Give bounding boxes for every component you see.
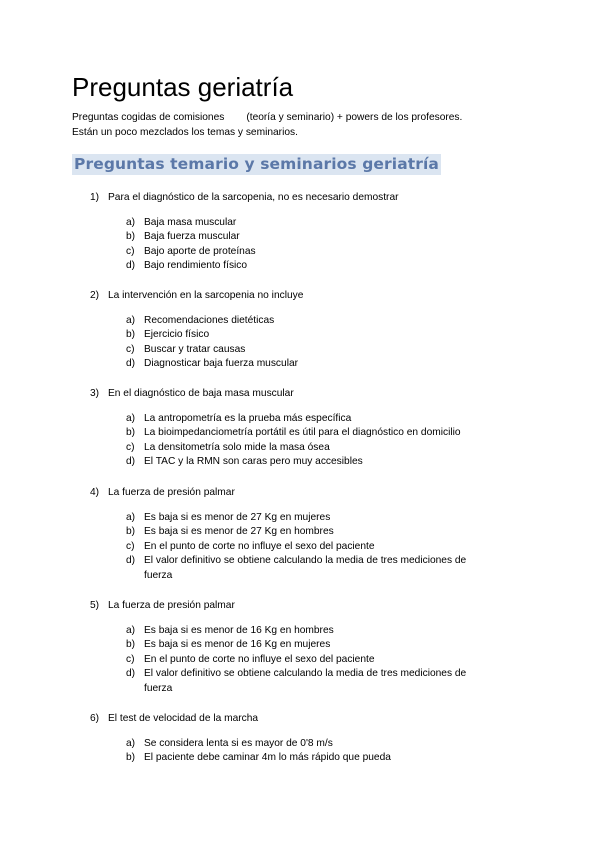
option-a: a) La antropometría es la prueba más específica bbox=[126, 412, 352, 424]
question-text: El test de velocidad de la marcha bbox=[108, 713, 259, 724]
section-heading: Preguntas temario y seminarios geriatría bbox=[74, 155, 439, 173]
option-d: d) El valor definitivo se obtiene calculando la media de tres mediciones de fuerza bbox=[126, 555, 467, 581]
option-c: c) En el punto de corte no influye el sexo del paciente bbox=[126, 540, 375, 552]
option-d: d) El TAC y la RMN son caras pero muy accesibles bbox=[126, 456, 363, 467]
question-number: 6) bbox=[90, 713, 100, 724]
option-b: b) Es baja si es menor de 27 Kg en hombres bbox=[126, 526, 334, 537]
option-c: c) En el punto de corte no influye el sexo del paciente bbox=[126, 653, 375, 665]
question-text: La fuerza de presión palmar bbox=[108, 600, 235, 611]
option-b: b) El paciente debe caminar 4m lo más rápido que pueda bbox=[126, 752, 391, 763]
option-b: b) Baja fuerza muscular bbox=[126, 231, 240, 242]
option-b: b) Ejercicio físico bbox=[126, 329, 210, 340]
question-text: En el diagnóstico de baja masa muscular bbox=[108, 388, 294, 399]
question-text: La fuerza de presión palmar bbox=[108, 487, 235, 498]
option-c: c) La densitometría solo mide la masa ósea bbox=[126, 441, 330, 453]
question-text: Para el diagnóstico de la sarcopenia, no es necesario demostrar bbox=[108, 192, 399, 203]
option-c: c) Buscar y tratar causas bbox=[126, 343, 246, 355]
option-b: b) La bioimpedanciometría portátil es útil para el diagnóstico en domicilio bbox=[126, 427, 461, 438]
intro-line-1-part-b: (teoría y seminario) + powers de los profesores. bbox=[246, 112, 463, 123]
option-d: d) El valor definitivo se obtiene calculando la media de tres mediciones de fuerza bbox=[126, 668, 467, 694]
question-number: 3) bbox=[90, 388, 100, 399]
question-4 bbox=[90, 486, 496, 583]
question-5 bbox=[90, 599, 496, 696]
intro-line-1 bbox=[72, 111, 462, 126]
question-2 bbox=[90, 289, 496, 372]
intro-paragraph bbox=[72, 111, 462, 140]
option-d: d) Bajo rendimiento físico bbox=[126, 260, 248, 271]
question-number: 5) bbox=[90, 600, 100, 611]
question-6 bbox=[90, 712, 496, 766]
option-d: d) Diagnosticar baja fuerza muscular bbox=[126, 358, 299, 369]
question-text: La intervención en la sarcopenia no incluye bbox=[108, 290, 304, 301]
question-number: 2) bbox=[90, 290, 100, 301]
page-title: Preguntas geriatría bbox=[72, 72, 294, 102]
question-number: 4) bbox=[90, 487, 100, 498]
option-b: b) Es baja si es menor de 16 Kg en mujeres bbox=[126, 639, 331, 650]
option-a: a) Es baja si es menor de 16 Kg en hombres bbox=[126, 624, 334, 636]
question-3 bbox=[90, 387, 496, 470]
question-number: 1) bbox=[90, 192, 100, 203]
option-a: a) Baja masa muscular bbox=[126, 216, 237, 228]
option-a: a) Recomendaciones dietéticas bbox=[126, 314, 275, 326]
option-a: a) Se considera lenta si es mayor de 0'8 m/s bbox=[126, 737, 333, 749]
question-1 bbox=[90, 191, 496, 274]
option-a: a) Es baja si es menor de 27 Kg en mujeres bbox=[126, 511, 331, 523]
option-c: c) Bajo aporte de proteínas bbox=[126, 245, 256, 257]
intro-line-1-part-a: Preguntas cogidas de comisiones bbox=[72, 112, 225, 123]
intro-line-2: Están un poco mezclados los temas y seminarios. bbox=[72, 126, 298, 138]
